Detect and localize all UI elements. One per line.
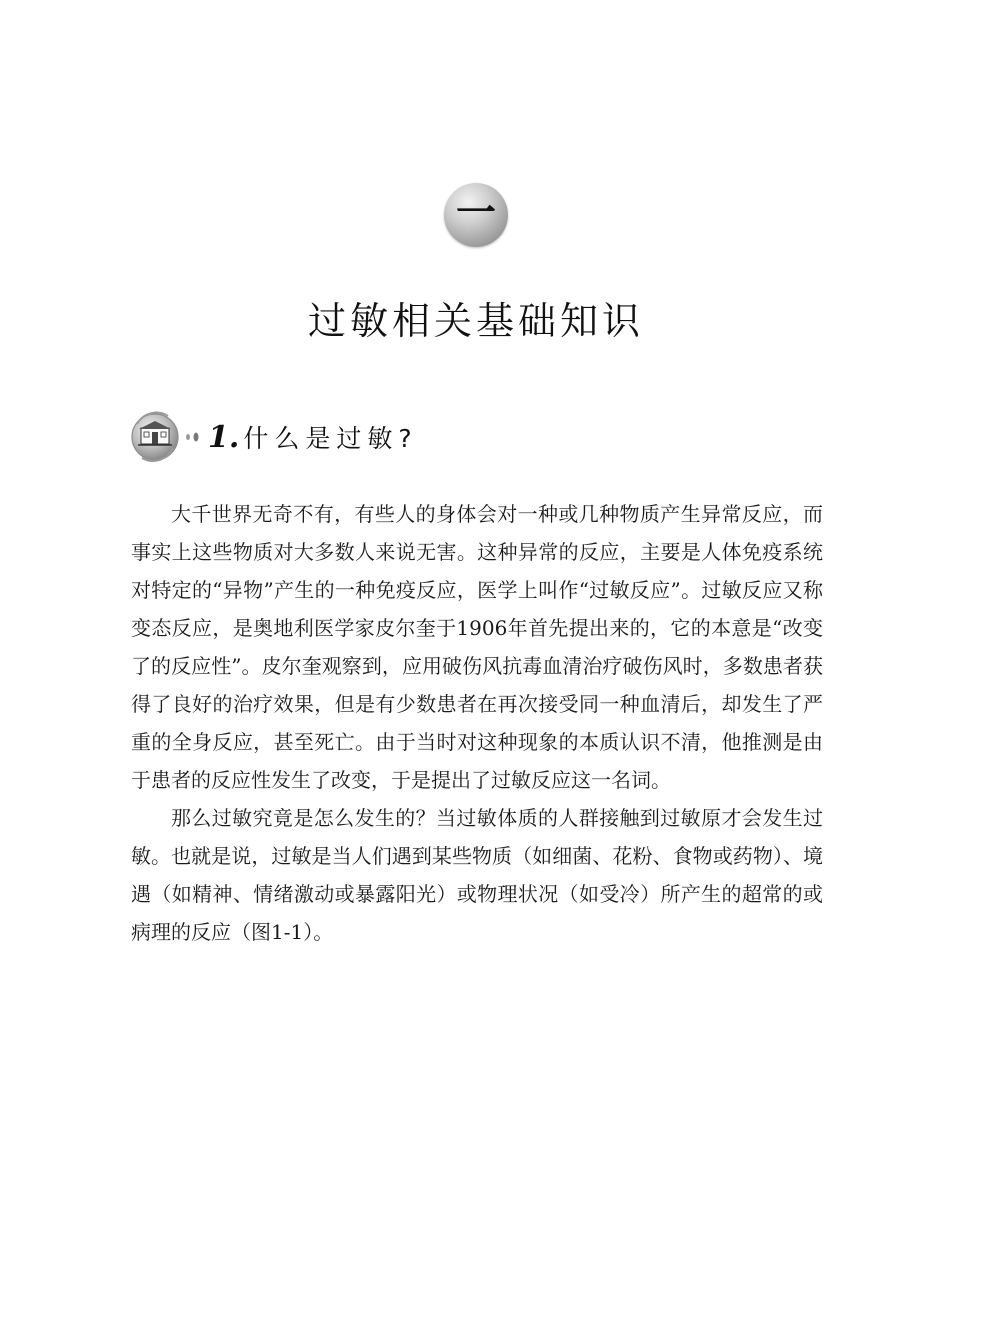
paragraph: 那么过敏究竟是怎么发生的？当过敏体质的人群接触到过敏原才会发生过敏。也就是说，过敏是当人们遇到某些物质（如细菌、花粉、食物或药物）、境遇（如精神、情绪激动或暴露阳光）或物理状况（如受冷）所产生的超常的或病理的反应（图1-1）。 [131, 806, 823, 944]
house-emblem-icon [128, 410, 182, 464]
section-heading [128, 410, 418, 464]
body-text [131, 495, 823, 951]
chapter-number: 一 [456, 190, 496, 236]
chapter-number-badge [444, 183, 508, 247]
chapter-title: 过敏相关基础知识 [307, 299, 644, 343]
section-number: 1. [208, 419, 240, 455]
decorative-dots-icon [184, 430, 204, 444]
section-title: 什么是过敏? [243, 424, 418, 453]
paragraph: 大千世界无奇不有，有些人的身体会对一种或几种物质产生异常反应，而事实上这些物质对大多数人来说无害。这种异常的反应，主要是人体免疫系统对特定的“异物”产生的一种免疫反应，医学上叫作“过敏反应”。过敏反应又称变态反应，是奥地利医学家皮尔奎于1906年首先提出来的，它的本意是“改变了的反应性”。皮尔奎观察到，应用破伤风抗毒血清治疗破伤风时，多数患者获得了良好的治疗效果，但是有少数患者在再次接受同一种血清后，却发生了严重的全身反应，甚至死亡。由于当时对这种现象的本质认识不清，他推测是由于患者的反应性发生了改变，于是提出了过敏反应这一名词。 [131, 502, 823, 792]
